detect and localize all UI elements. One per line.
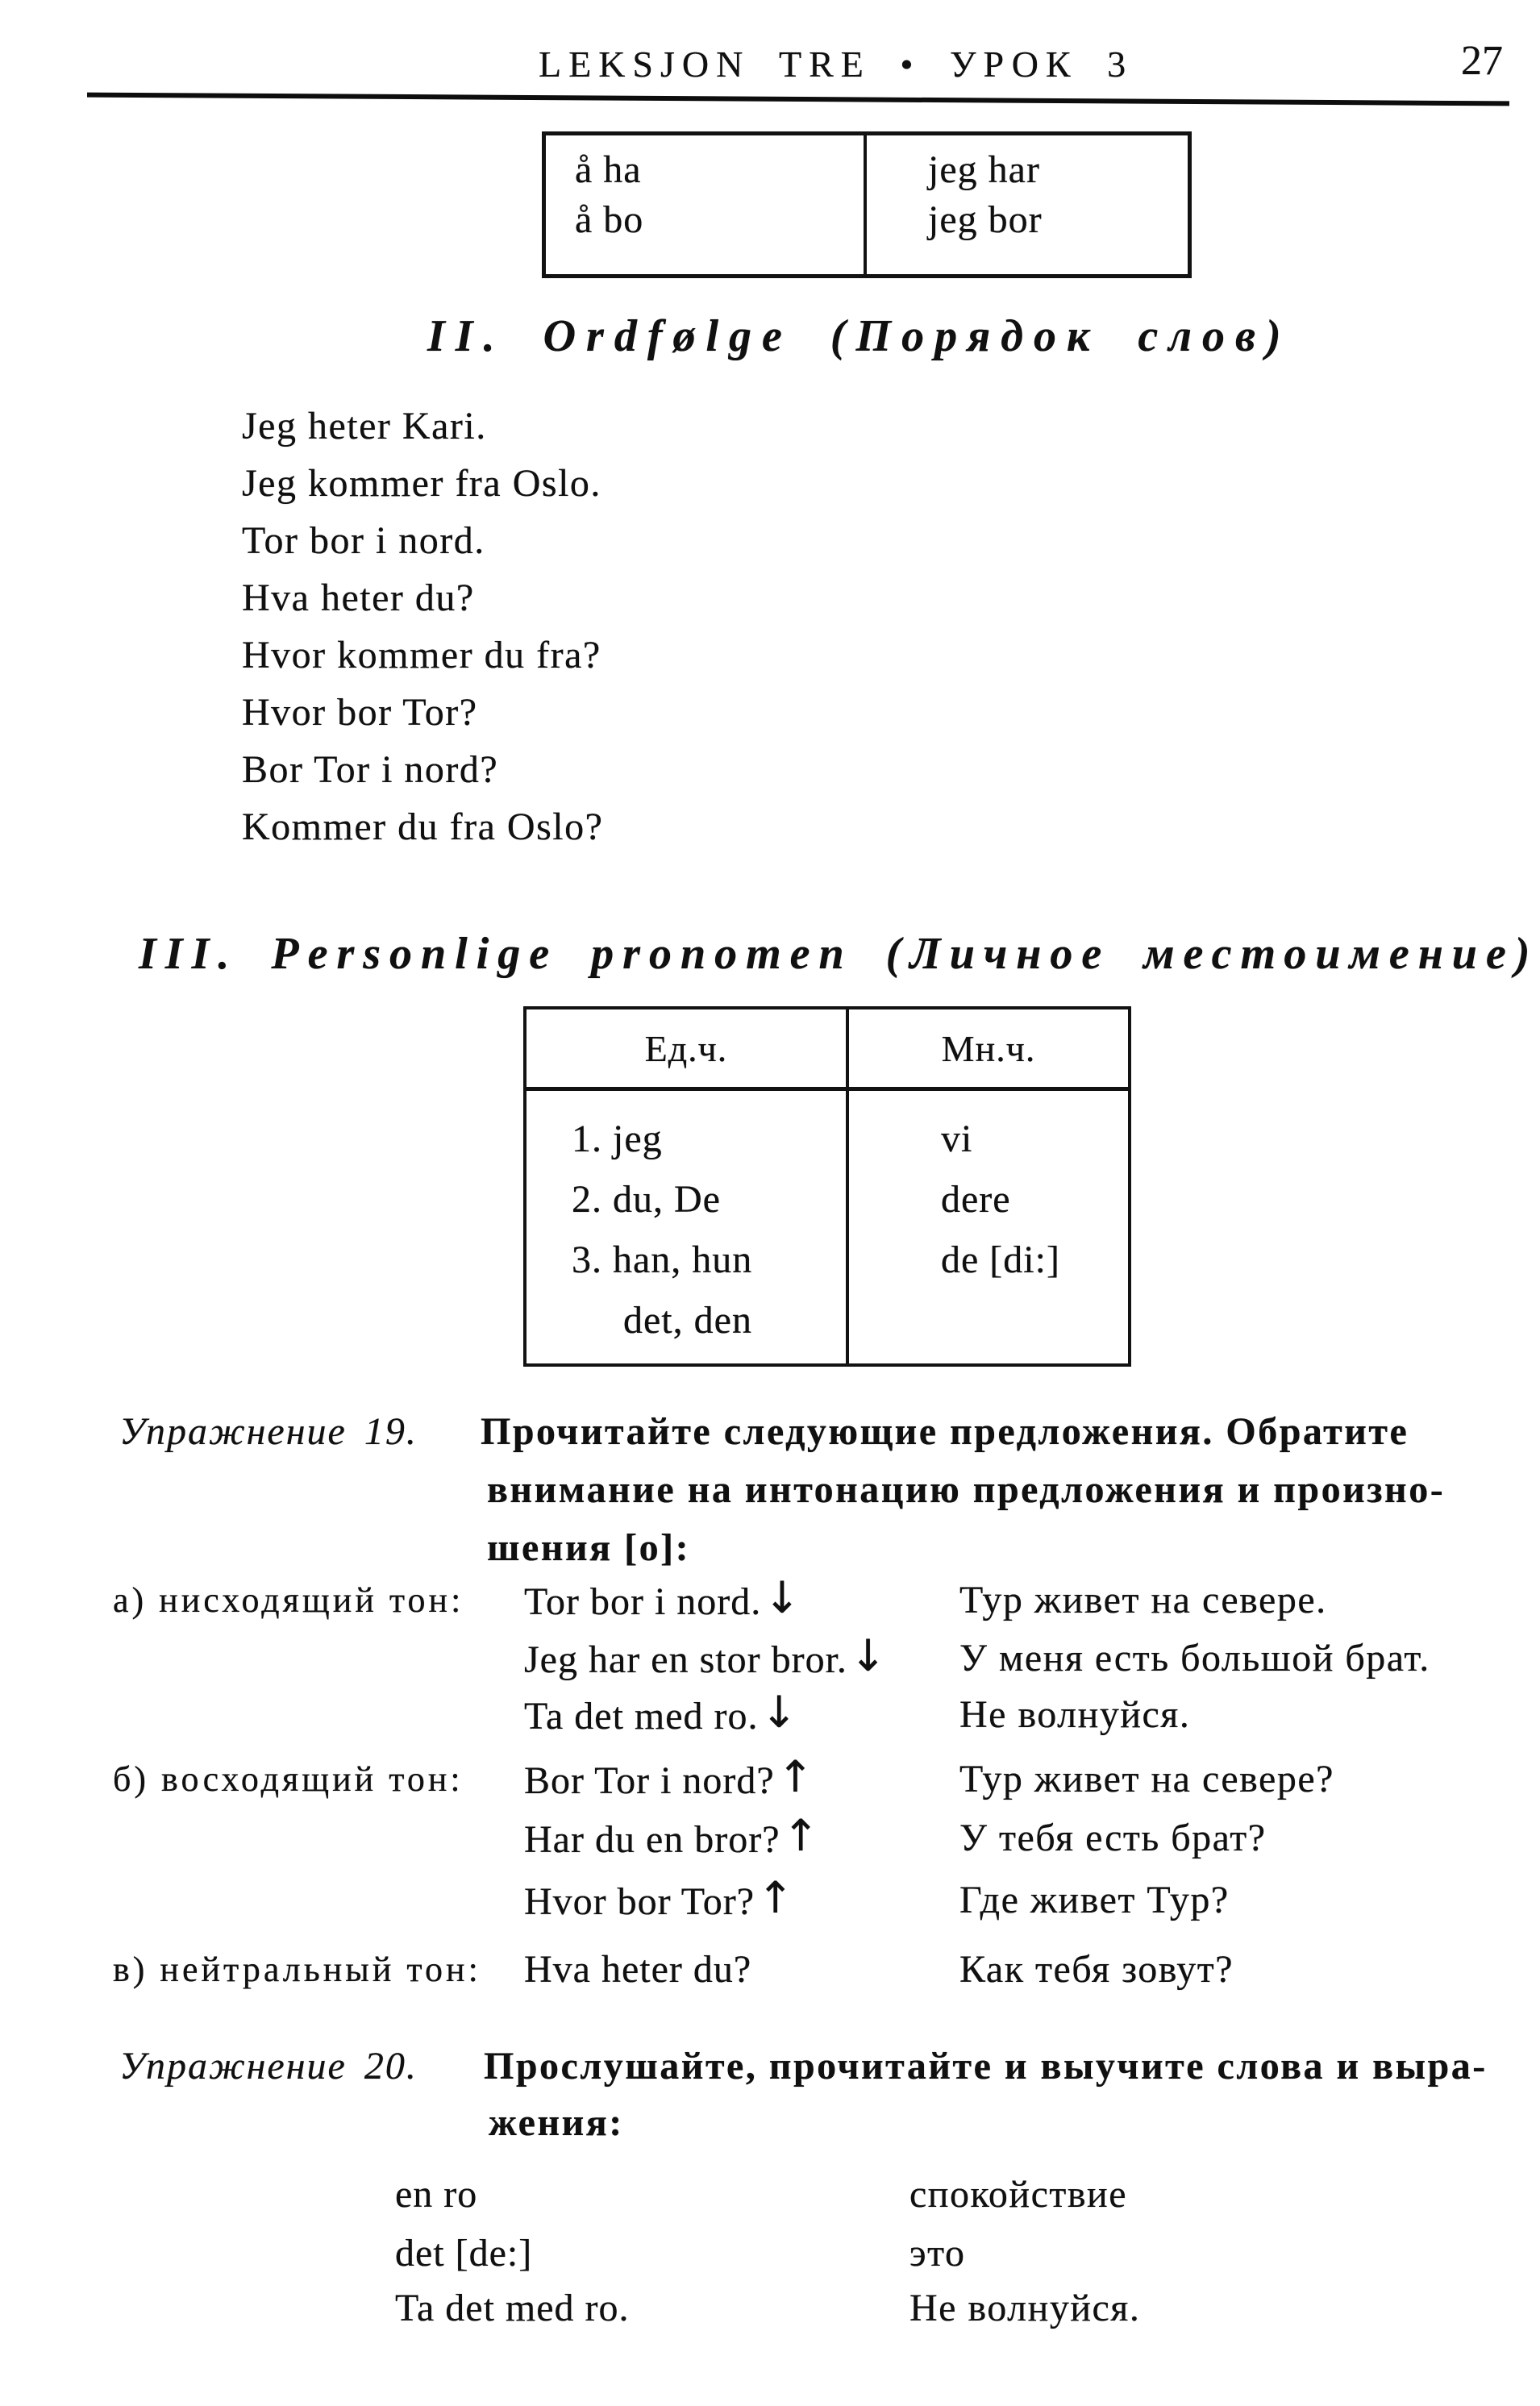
russian-translation: Не волнуйся.: [909, 2287, 1141, 2329]
russian-translation: спокойствие: [909, 2173, 1127, 2216]
rising-tone-arrow-icon: ↑: [782, 1810, 820, 1861]
pronoun-cell: de [di:]: [941, 1238, 1060, 1281]
tone-label: б) восходящий тон:: [113, 1759, 464, 1799]
sentence-list: [242, 398, 603, 855]
russian-translation: Не волнуйся.: [959, 1693, 1191, 1736]
russian-translation: Тур живет на севере.: [959, 1579, 1327, 1621]
norwegian-word: Ta det med ro.: [395, 2287, 630, 2329]
russian-translation: У тебя есть брат?: [959, 1817, 1267, 1859]
vocab-row: [0, 2231, 1540, 2276]
norwegian-phrase: Tor bor i nord.↓: [524, 1572, 801, 1623]
section-heading-pronouns: III. Personlige pronomen (Личное местоимение): [139, 929, 1539, 979]
sentence-line: Bor Tor i nord?: [242, 748, 499, 791]
pronoun-cell: 3. han, hun: [572, 1238, 753, 1281]
verb-present: jeg har: [928, 148, 1040, 191]
norwegian-phrase: Har du en bror?↑: [524, 1810, 820, 1861]
norwegian-phrase: Ta det med ro.↓: [524, 1687, 798, 1738]
russian-translation: Тур живет на севере?: [959, 1758, 1334, 1800]
exercise19-instruction-line2: внимание на интонацию предложения и произно-: [487, 1468, 1446, 1511]
sentence-line: Hva heter du?: [242, 577, 475, 619]
russian-translation: Как тебя зовут?: [959, 1948, 1234, 1991]
exercise20-instruction-line2: жения:: [489, 2101, 624, 2144]
tone-label: в) нейтральный тон:: [113, 1950, 481, 1989]
norwegian-phrase: Hvor bor Tor?↑: [524, 1872, 795, 1923]
intonation-row: [0, 1572, 1540, 1623]
norwegian-word: en ro: [395, 2173, 478, 2216]
russian-translation: Где живет Тур?: [959, 1879, 1230, 1921]
pronoun-table-header: [527, 1009, 1128, 1091]
falling-tone-arrow-icon: ↓: [760, 1687, 798, 1738]
norwegian-word: det [de:]: [395, 2232, 533, 2275]
verb-present: jeg bor: [928, 198, 1043, 241]
intonation-row: [0, 1810, 1540, 1861]
intonation-row: [0, 1751, 1540, 1802]
verb-table-infinitive-column: [546, 135, 867, 274]
falling-tone-arrow-icon: ↓: [764, 1572, 801, 1623]
vocab-row: [0, 2286, 1540, 2331]
vocab-row: [0, 2172, 1540, 2217]
norwegian-phrase: Hva heter du?: [524, 1948, 752, 1991]
pronoun-cell: vi: [941, 1118, 973, 1160]
pronoun-cell: det, den: [623, 1299, 752, 1342]
sentence-line: Tor bor i nord.: [242, 519, 485, 562]
verb-table: [542, 131, 1192, 278]
intonation-row: [0, 1872, 1540, 1923]
pronoun-table: [523, 1006, 1131, 1367]
tone-label: а) нисходящий тон:: [113, 1580, 464, 1620]
pronoun-cell: 2. du, De: [572, 1178, 721, 1221]
exercise19-instruction-line1: Прочитайте следующие предложения. Обратите: [481, 1410, 1409, 1453]
exercise20-instruction-line1: Прослушайте, прочитайте и выучите слова и выра-: [484, 2045, 1488, 2088]
sentence-line: Hvor bor Tor?: [242, 691, 478, 734]
norwegian-phrase: Bor Tor i nord?↑: [524, 1751, 814, 1802]
sentence-line: Hvor kommer du fra?: [242, 634, 601, 676]
column-header-singular: Ед.ч.: [527, 1009, 849, 1087]
sentence-line: Kommer du fra Oslo?: [242, 805, 604, 848]
verb-infinitive: å bo: [575, 198, 644, 241]
column-header-plural: Мн.ч.: [941, 1027, 1036, 1069]
page-number: 27: [1461, 38, 1503, 84]
intonation-row: [0, 1630, 1540, 1681]
sentence-line: Jeg kommer fra Oslo.: [242, 462, 601, 505]
verb-infinitive: å ha: [575, 148, 642, 191]
intonation-row: [0, 1947, 1540, 1992]
russian-translation: У меня есть большой брат.: [959, 1637, 1430, 1680]
running-head: LEKSJON TRE • УРОК 3: [539, 44, 1134, 85]
verb-table-present-column: [867, 135, 1188, 274]
section-heading-word-order: II. Ordfølge (Порядок слов): [427, 311, 1292, 361]
exercise19-label: Упражнение 19.: [119, 1410, 418, 1453]
sentence-line: Jeg heter Kari.: [242, 405, 487, 447]
exercise19-instruction-line3: шения [o]:: [487, 1526, 691, 1569]
pronoun-cell: 1. jeg: [572, 1118, 663, 1160]
singular-column: [527, 1091, 849, 1366]
rising-tone-arrow-icon: ↑: [776, 1751, 814, 1802]
plural-column: [849, 1091, 1128, 1366]
pronoun-cell: dere: [941, 1178, 1011, 1221]
falling-tone-arrow-icon: ↓: [849, 1630, 888, 1681]
norwegian-phrase: Jeg har en stor bror.↓: [524, 1630, 888, 1681]
rising-tone-arrow-icon: ↑: [757, 1872, 795, 1923]
intonation-row: [0, 1687, 1540, 1738]
header-rule: [87, 93, 1509, 106]
russian-translation: это: [909, 2232, 966, 2275]
exercise20-label: Упражнение 20.: [119, 2045, 418, 2088]
pronoun-table-body: [527, 1091, 1128, 1366]
